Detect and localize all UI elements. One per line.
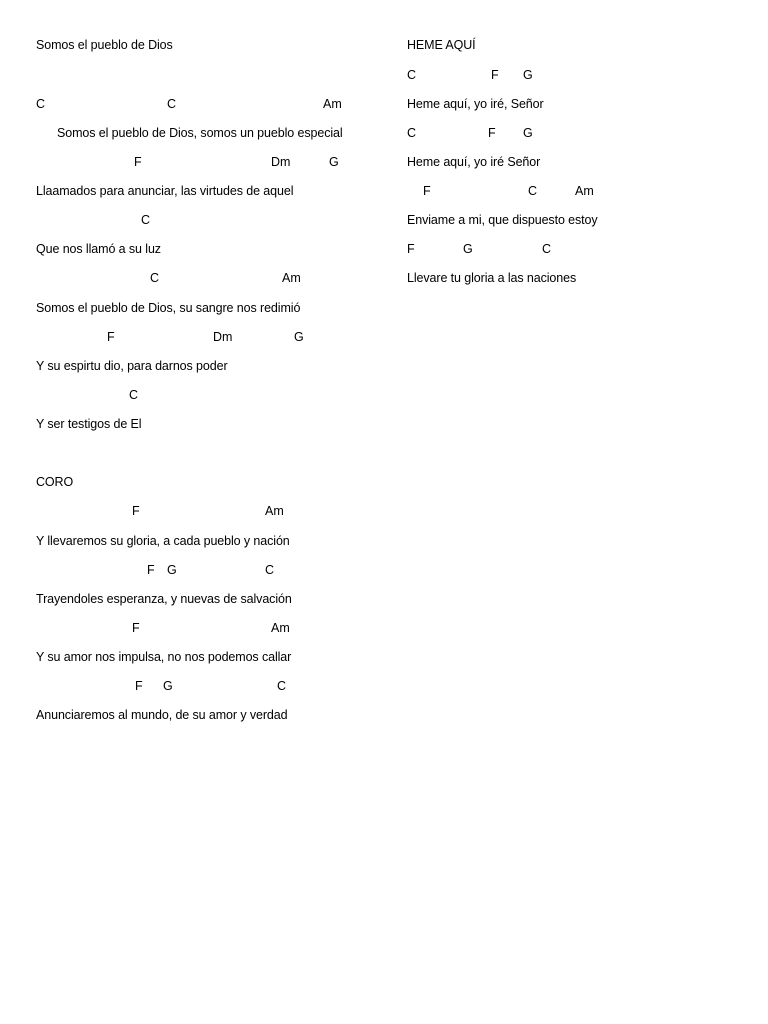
chord: Am	[265, 504, 284, 518]
chord: G	[163, 679, 173, 693]
lyric-line: Que nos llamó a su luz	[36, 242, 161, 256]
lyric-line: Anunciaremos al mundo, de su amor y verdad	[36, 708, 288, 722]
lyric-line: Enviame a mi, que dispuesto estoy	[407, 213, 598, 227]
lyric-line: Somos el pueblo de Dios, somos un pueblo especial	[57, 126, 343, 140]
chord: F	[147, 563, 155, 577]
lyric-line: Trayendoles esperanza, y nuevas de salvación	[36, 592, 292, 606]
chord: F	[135, 679, 143, 693]
chord: C	[407, 126, 417, 140]
lyric-line: Heme aquí, yo iré, Señor	[407, 97, 544, 111]
chord: C	[36, 97, 46, 111]
chord: C	[528, 184, 538, 198]
chord: Am	[271, 621, 290, 635]
chord: F	[107, 330, 115, 344]
lyric-line: Somos el pueblo de Dios, su sangre nos redimió	[36, 301, 301, 315]
chord: C	[265, 563, 275, 577]
lyric-line: Heme aquí, yo iré Señor	[407, 155, 541, 169]
chord: F	[407, 242, 415, 256]
chord: G	[294, 330, 304, 344]
chord: Dm	[213, 330, 233, 344]
chord: F	[132, 504, 140, 518]
chord: C	[129, 388, 139, 402]
chord: G	[523, 68, 533, 82]
lyric-line: Llevare tu gloria a las naciones	[407, 271, 577, 285]
lyric-line: Y ser testigos de El	[36, 417, 142, 431]
chord: F	[488, 126, 496, 140]
lyric-line: Y su espirtu dio, para darnos poder	[36, 359, 228, 373]
chord: G	[523, 126, 533, 140]
lyric-line: Llaamados para anunciar, las virtudes de aquel	[36, 184, 294, 198]
chord: Am	[575, 184, 594, 198]
chord: F	[134, 155, 142, 169]
chord: C	[407, 68, 417, 82]
chord: G	[329, 155, 339, 169]
lyric-line: Y su amor nos impulsa, no nos podemos callar	[36, 650, 292, 664]
chord: F	[491, 68, 499, 82]
chord: Dm	[271, 155, 291, 169]
chord: C	[542, 242, 552, 256]
chorus-title: CORO	[36, 475, 74, 489]
chord: C	[141, 213, 151, 227]
chord: C	[277, 679, 287, 693]
chord: Am	[323, 97, 342, 111]
lyric-line: Y llevaremos su gloria, a cada pueblo y nación	[36, 534, 290, 548]
chord: C	[150, 271, 160, 285]
chord: G	[463, 242, 473, 256]
song-title: HEME AQUÍ	[407, 38, 476, 52]
chord: Am	[282, 271, 301, 285]
chord: F	[423, 184, 431, 198]
chord: G	[167, 563, 177, 577]
chord: F	[132, 621, 140, 635]
chord: C	[167, 97, 177, 111]
song-title: Somos el pueblo de Dios	[36, 38, 173, 52]
